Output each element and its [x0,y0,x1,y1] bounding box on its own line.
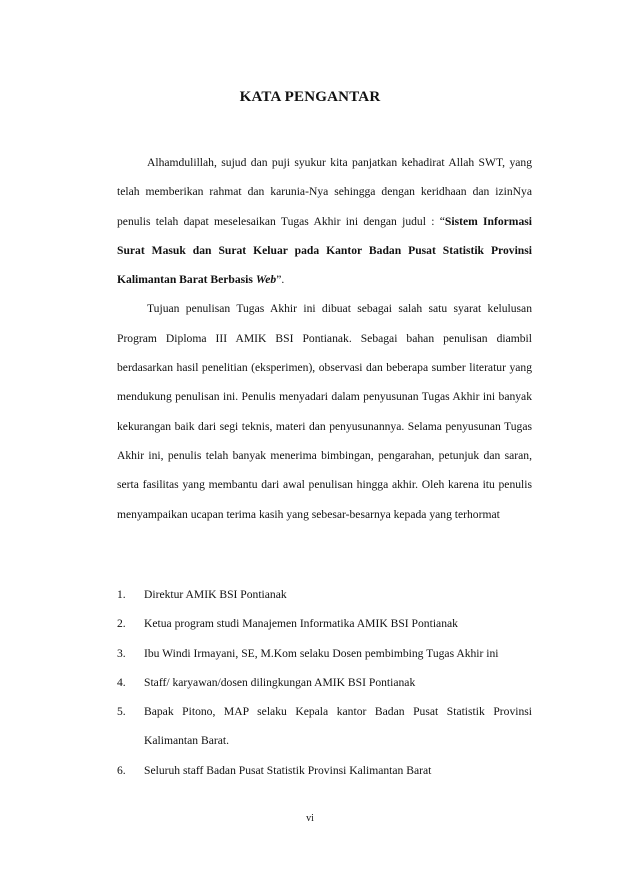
list-item-text: Direktur AMIK BSI Pontianak [144,588,287,601]
list-item [117,697,532,756]
page-number: vi [306,813,314,824]
list-item [117,609,532,638]
list-item-text: Ibu Windi Irmayani, SE, M.Kom selaku Dosen pembimbing Tugas Akhir ini [144,646,499,660]
paragraph-1 [117,148,532,294]
list-item-text: Staff/ karyawan/dosen dilingkungan AMIK BSI Pontianak [144,675,416,689]
paragraph-1-end: ”. [276,273,285,287]
acknowledgement-list [117,580,532,785]
list-item-number: 1. [117,588,126,601]
body-text [117,148,532,529]
list-item-number: 5. [117,705,126,719]
list-item-text: Ketua program studi Manajemen Informatika AMIK BSI Pontianak [144,617,458,631]
list-item-number: 4. [117,675,126,689]
list-item [117,580,532,609]
list-item [117,668,532,697]
list-item-number: 3. [117,646,126,660]
paragraph-1-text: Alhamdulillah, sujud dan puji syukur kita panjatkan kehadirat Allah SWT, yang telah memberikan rahmat dan karunia-Nya sehingga dengan keridhaan dan izinNya penulis telah dapat meselesaikan Tugas Akhir ini dengan judul : “ [117,156,532,228]
list-item-number: 6. [117,763,126,777]
list-item [117,639,532,668]
list-item [117,756,532,785]
list-item-number: 2. [117,617,126,631]
thesis-title: Sistem Informasi Surat Masuk dan Surat Keluar pada Kantor Badan Pusat Statistik Provinsi Kalimantan Barat Berbasis [117,214,532,287]
thesis-title-web [256,273,276,286]
paragraph-2: Tujuan penulisan Tugas Akhir ini dibuat sebagai salah satu syarat kelulusan Program Diploma III AMIK BSI Pontianak. Sebagai bahan penulisan diambil berdasarkan hasil penelitian (eksperimen), observasi dan beberapa sumber literatur yang mendukung penulisan ini. Penulis menyadari dalam penyusunan Tugas Akhir ini banyak kekurangan baik dari segi teknis, materi dan penyusunannya. Selama penyusunan Tugas Akhir ini, penulis telah banyak menerima bimbingan, pengarahan, petunjuk dan saran, serta fasilitas yang membantu dari awal penulisan hingga akhir. Oleh karena itu penulis menyampaikan ucapan terima kasih yang sebesar-besarnya kepada yang terhormat [117,302,532,521]
list-item-text: Seluruh staff Badan Pusat Statistik Provinsi Kalimantan Barat [144,763,432,777]
page-title: KATA PENGANTAR [239,89,381,105]
thesis-title-web-text: Web [255,273,277,287]
list-item-text: Bapak Pitono, MAP selaku Kepala kantor Badan Pusat Statistik Provinsi Kalimantan Barat. [144,705,532,748]
